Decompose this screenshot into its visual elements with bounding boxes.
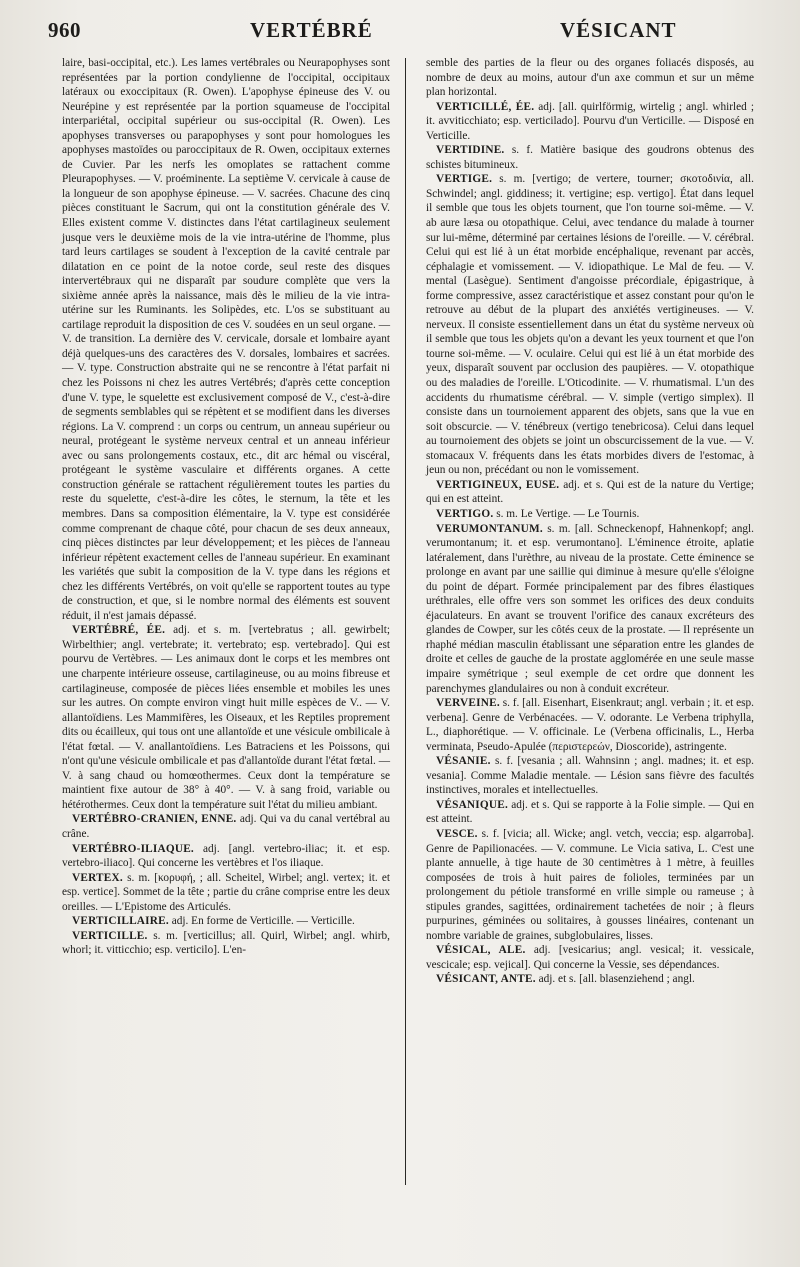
dictionary-entry xyxy=(426,696,754,754)
entry-headword: VERTIGINEUX, EUSE. xyxy=(436,478,560,491)
entry-text: s. m. [all. Schneckenopf, Hahnenkopf; angl. verumontanum; it. et esp. verumontano]. L'éminence étroite, aplatie latéralement, dans l'urèthre, au niveau de la prostate. Cette éminence se prolonge en avant par une saillie qui diminue à mesure qu'elle s'éloigne du point de départ. Formée principalement par des fibres élastiques uréthrales, elle offre vers son sommet les orifices des deux conduits éjaculateurs. En avant se trouvent l'orifice des canaux excréteurs des glandes de Cowper, sur les côtés ceux de la prostate. — Il représente un rhaphé médian masculin établissant une séparation entre les glandes de droite et celles de gauche de la prostate agglomérée en une seule masse impaire symétrique ; seul exemple de cet ordre que donnent les parenchymes glandulaires ou non à conduit excréteur. xyxy=(426,522,754,695)
dictionary-entry xyxy=(426,100,754,144)
entry-headword: VERTÉBRO-ILIAQUE. xyxy=(72,842,194,855)
entry-text: s. m. [κορυφή, ; all. Scheitel, Wirbel; angl. vertex; it. et esp. vertice]. Sommet de la tête ; partie du crâne comprise entre les deux oreilles. — L'Epistome des Articulés. xyxy=(62,871,390,913)
page-number: 960 xyxy=(48,18,81,42)
entry-headword: VERTIDINE. xyxy=(436,144,505,157)
running-header xyxy=(40,14,780,54)
header-last-entry: VÉSICANT xyxy=(560,18,677,42)
dictionary-entry xyxy=(62,871,390,915)
dictionary-entry xyxy=(426,972,754,987)
entry-text: s. f. [vesania ; all. Wahnsinn ; angl. madnes; it. et esp. vesania]. Comme Maladie mentale. — Lésion sans fièvre des facultés instinctives, morales et intellectuelles. xyxy=(426,755,754,797)
dictionary-entry xyxy=(426,478,754,507)
entry-text: adj. et s. Qui se rapporte à la Folie simple. — Qui en est atteint. xyxy=(426,798,755,826)
entry-text: s. f. Matière basique des goudrons obtenus des schistes bitumineux. xyxy=(426,144,754,171)
entry-text: laire, basi-occipital, etc.). Les lames vertébrales ou Neurapophyses sont représentées par la portion condylienne de l'occipital, occipitaux latéraux ou exoccipitaux (R. Owen). L'apophyse épineuse des V. ou Neurépine y est représentée par la portion squameuse de l'occipital interpariétal, occipital supérieur ou sus-occipital (R. Owen). Les apophyses transverses ou parapophyses y sont pour homologues les apophyses mastoïdes ou paroccipitaux de R. Owen, occipitaux externes de Cuvier. Par les nerfs les omoplates se rattachent comme Pleurapophyses. — V. proéminente. La septième V. cervicale à cause de la longueur de son apophyse épineuse. — V. sacrées. Chacune des cinq pièces constituant le Sacrum, qui ont la constitution générale des V. Elles existent comme V. distinctes dans l'état cartilagineux seulement jusque vers le deuxième mois de la vie intra-utérine de l'homme, plus tard leurs cartilages se soudent à l'exception de la cavité centrale par dilatation en ce point de la notoe corde, seul reste des disques intervertébraux qui ne disparaît par soudure complète que vers la sixième année après la naissance, mais dès le milieu de la vie intra-utérine sur les Ruminants. les Solipèdes, etc. L'os se substituant au cartilage reproduit la disposition de ces V. soudées en un seul organe. — V. de transition. La dernière des V. cervicale, dorsale et lombaire ayant déjà quelques-uns des caractères des V. dorsales, lombaires et sacrées. — V. type. Construction abstraite qui ne se rencontre à l'état parfait ni chez les Poissons ni chez les autres Vertébrés; d'après cette conception d'une V. type, le squelette est exclusivement composé de V., c'est-à-dire de segments semblables qui se répètent et se modifient dans les diverses régions. La V. comprend : un corps ou centrum, un anneau supérieur ou neural, protégeant le système nerveux central et un anneau inférieur avec ou sans prolongements costaux, etc., dit arc hémal ou viscéral, protégeant le système vasculaire et différents organes. A cette construction générale se rattachent régulièrement toutes les parties du reste du squelette, c'est-à-dire les côtes, le sternum, la tête et les membres. Dans sa composition élémentaire, la V. type est considérée comme comprenant de chaque côté, pour chacun de ses deux anneaux, cinq pièces distinctes par leur développement; et les pièces de l'anneau inférieur répètent exactement celles de l'anneau supérieur. En examinant les variétés que subit la composition de la V. type dans les régions et chez les différents Vertébrés, on voit qu'elle se rapportent toutes au type de construction, et que, si le nombre normal des éléments est souvent réduit, il n'est jamais dépassé. xyxy=(62,57,390,622)
left-column xyxy=(62,56,390,958)
entry-headword: VÉSICAL, ALE. xyxy=(436,944,526,957)
dictionary-entry xyxy=(426,943,754,972)
entry-headword: VERTEX. xyxy=(72,871,123,884)
entry-headword: VERTIGE. xyxy=(436,173,493,186)
dictionary-entry xyxy=(426,754,754,798)
entry-text: adj. et s. [all. blasenziehend ; angl. xyxy=(538,973,695,986)
entry-headword: VERTÉBRO-CRANIEN, ENNE. xyxy=(72,813,237,826)
dictionary-entry xyxy=(426,522,754,697)
entry-headword: VÉSANIQUE. xyxy=(436,798,508,811)
right-column xyxy=(426,56,754,987)
entry-text: adj. En forme de Verticille. — Verticille. xyxy=(171,915,355,928)
entry-headword: VERUMONTANUM. xyxy=(436,522,543,535)
entry-text: s. f. [vicia; all. Wicke; angl. vetch, veccia; esp. algarroba]. Genre de Papilionacées. — V. commune. Le Vicia sativa, L. C'est une plante annuelle, à tige haute de 30 centimètres à 1 mètre, à feuilles composées de trois à huit paires de folioles, terminées par un prolongement du pétiole transformé en vrille simple ou rameuse ; à stipules grandes, sagittées, ordinairement tachetées de noir ; à fleurs purpurines, géminées ou solitaires, à gousses linéaires, contenant un nombre variable de graines, subglobulaires, lisses. xyxy=(426,827,754,942)
entry-text: adj. [vesicarius; angl. vesical; it. vessicale, vescicale; esp. vejical]. Qui concerne la Vessie, ses dépendances. xyxy=(426,944,755,971)
dictionary-entry xyxy=(62,56,390,623)
dictionary-entry xyxy=(62,623,390,812)
entry-text: adj. [all. quirlförmig, wirtelig ; angl. whirled ; it. avviticchiato; esp. verticilado]. Pourvu d'un Verticille. — Disposé en Verticille. xyxy=(426,100,754,142)
dictionary-entry xyxy=(62,929,390,958)
dictionary-entry xyxy=(62,842,390,871)
entry-headword: VERTICILLÉ, ÉE. xyxy=(436,100,535,113)
entry-text: s. m. [verticillus; all. Quirl, Wirbel; angl. whirb, whorl; it. vitticchio; esp. verticilo]. L'en- xyxy=(62,929,391,957)
entry-text: adj. Qui va du canal vertébral au crâne. xyxy=(62,813,391,840)
entry-headword: VÉSANIE. xyxy=(436,755,491,768)
entry-headword: VERTÉBRÉ, ÉE. xyxy=(72,624,166,637)
entry-text: semble des parties de la fleur ou des organes foliacés disposés, au nombre de deux au moins, autour d'un axe commun et sur un même plan horizontal. xyxy=(426,57,754,99)
column-divider xyxy=(405,58,406,1185)
dictionary-entry xyxy=(426,798,754,827)
entry-headword: VESCE. xyxy=(436,827,478,840)
entry-headword: VERVEINE. xyxy=(436,697,500,710)
entry-text: s. m. Le Vertige. — Le Tournis. xyxy=(496,507,640,520)
entry-text: s. f. [all. Eisenhart, Eisenkraut; angl. verbain ; it. et esp. verbena]. Genre de Verbénacées. — V. odorante. Le Verbena triphylla, L., diaphorétique. — V. officinale. Le (Verbena officinalis, L., Herba verminata, Pseudo-Apulée (περιστερεών, Dioscoride), astringente. xyxy=(426,697,754,753)
dictionary-entry xyxy=(426,507,754,522)
dictionary-entry xyxy=(62,812,390,841)
header-first-entry: VERTÉBRÉ xyxy=(250,18,373,42)
dictionary-entry xyxy=(62,914,390,929)
entry-text: adj. [angl. vertebro-iliac; it. et esp. vertebro-iliaco]. Qui concerne les vertèbres et l'os iliaque. xyxy=(62,842,390,870)
entry-text: s. m. [vertigo; de vertere, tourner; σκοτοδινία, all. Schwindel; angl. giddiness; it. vertigine; esp. vertigo]. État dans lequel il semble que tous les objets tournent, que l'on tourne soi-même. — V. ab aure læsa ou otopathique. Celui, avec tendance du malade à tourner sur lui-même, déterminé par certaines lésions de l'oreille. — V. cérébral. Celui qui est lié à un état morbide encéphalique, revenant par accès, céphalagie et vomissement. — V. idiopathique. Le Mal de feu. — V. mental (Lasègue). Sentiment d'angoisse précordiale, épigastrique, à forme compressive, assez caractéristique et assez constant pour qu'on le retrouve au début de la plupart des anxiétés vertigineuses. — V. nerveux. Il consiste essentiellement dans un état du système nerveux où il semble que tous les objets qu'on a devant les yeux tournent et que l'on tourne soi-même. — V. oculaire. Celui qui est lié à un état morbide des yeux, disparaît souvent par occlusion des paupières. — V. otopathique ou des maladies de l'oreille. L'Oticodinite. — V. rhumatismal. L'un des accidents du rhumatisme cérébral. — V. simple (vertigo simplex). Il consiste dans un tournoiement apparent des objets, sans que la vue en soit obscurcie. — V. ténébreux (vertigo tenebricosa). Celui dans lequel au tournoiement des objets se joint un obscurcissement de la vue. — V. stomacaux V. fréquents dans les états morbides divers de l'estomac, à jeun ou non, précédant ou non le vomissement. xyxy=(426,173,755,477)
entry-headword: VERTICILLAIRE. xyxy=(72,915,169,928)
entry-headword: VERTICILLE. xyxy=(72,929,148,942)
entry-headword: VÉSICANT, ANTE. xyxy=(436,973,536,986)
entry-headword: VERTIGO. xyxy=(436,507,494,520)
dictionary-entry xyxy=(426,172,754,477)
entry-text: adj. et s. Qui est de la nature du Vertige; qui en est atteint. xyxy=(426,478,754,506)
dictionary-entry xyxy=(426,827,754,943)
dictionary-entry xyxy=(426,56,754,100)
entry-text: adj. et s. m. [vertebratus ; all. gewirbelt; Wirbelthier; angl. vertebrate; it. vertebrato; esp. vertebrado]. Qui est pourvu de Vertèbres. — Les animaux dont le corps et les membres ont une charpente intérieure osseuse, cartilagineuse, ou au moins fibreuse et cartilagineuse, composée de pièces liées ensemble et mobiles les unes sur les autres. On compte environ vingt huit mille espèces de V.. — V. allantoïdiens. Les Mammifères, les Oiseaux, et les Reptiles proprement dits ou écailleux, qui tous ont une allantoïde et une vésicule ombilicale à l'état fœtal. — V. anallantoïdiens. Les Batraciens et les Poissons, qui n'ont qu'une vésicule ombilicale et pas d'allantoïde durant l'état fœtal. — V. à sang chaud ou homœothermes. Ceux dont la température se maintient fixe autour de 38° à 40°. — V. à sang froid, variable ou hétérothermes. Ceux dont la température suit l'état du milieu ambiant. xyxy=(62,624,390,811)
dictionary-entry xyxy=(426,143,754,172)
